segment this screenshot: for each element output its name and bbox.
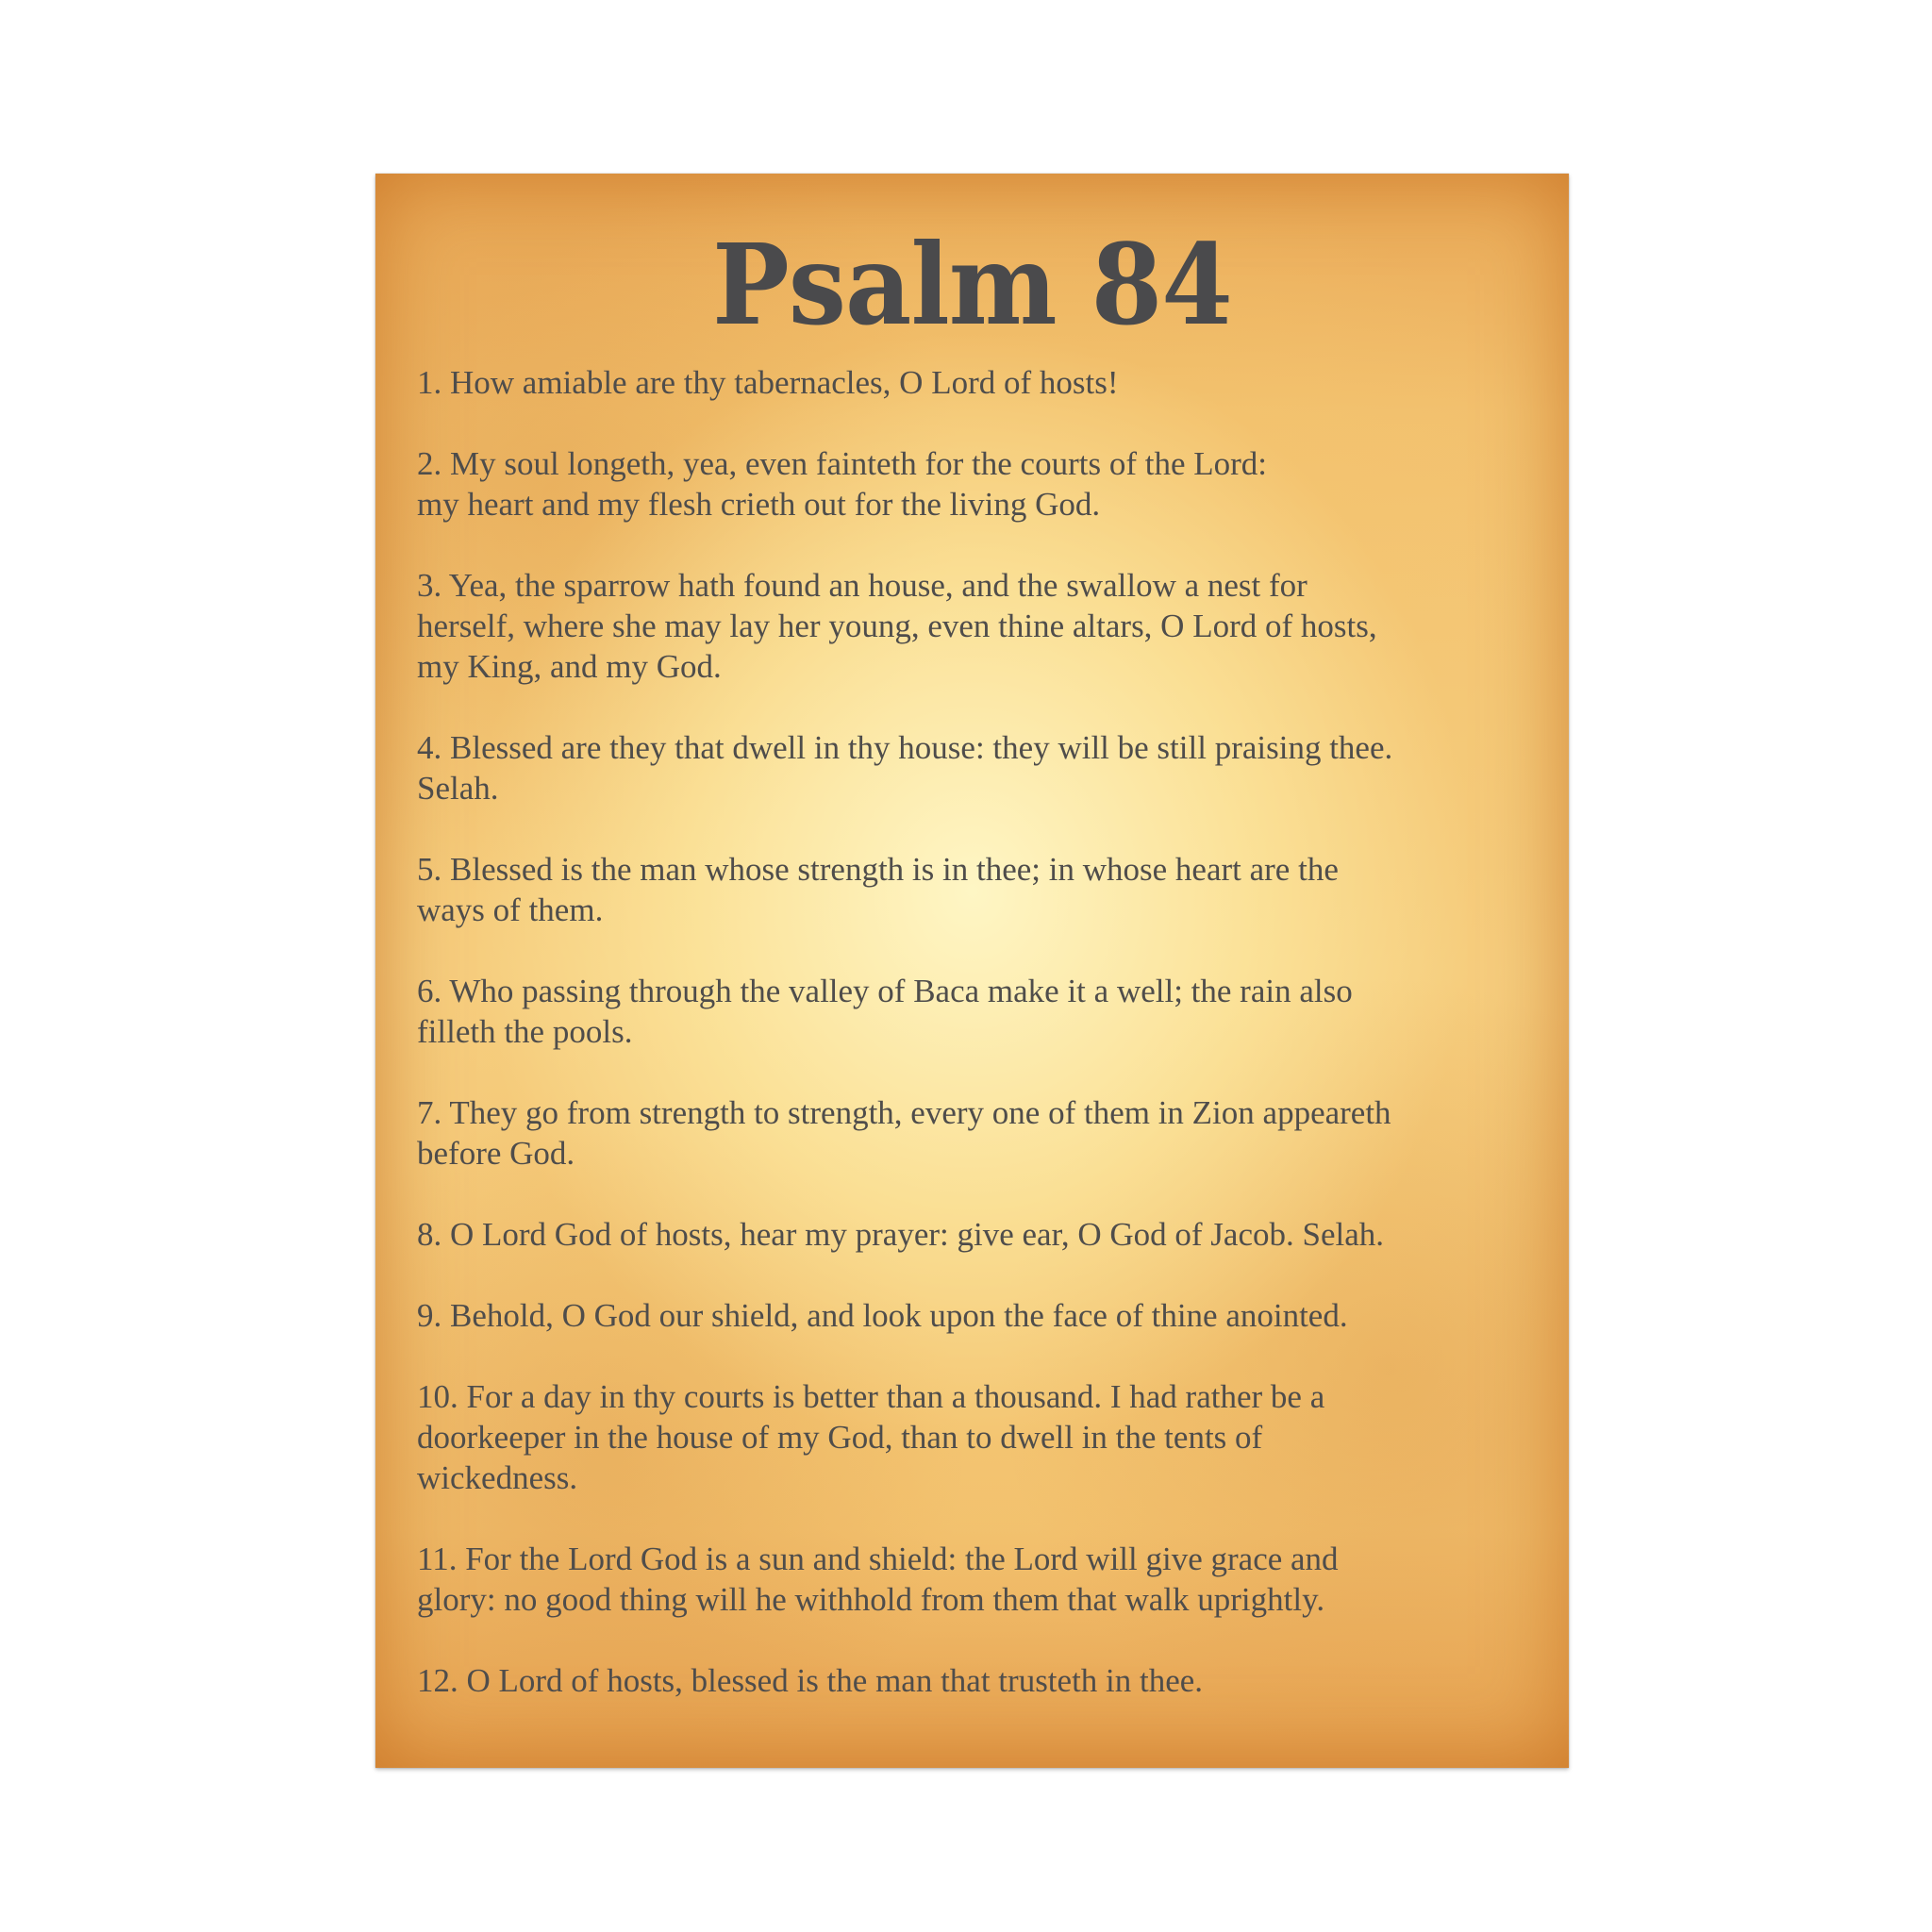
verse-9: 9. Behold, O God our shield, and look upon the face of thine anointed. xyxy=(417,1297,1348,1334)
verse-1: 1. How amiable are thy tabernacles, O Lord of hosts! xyxy=(417,364,1119,401)
verse-12: 12. O Lord of hosts, blessed is the man that trusteth in thee. xyxy=(417,1662,1204,1699)
verse-2: 2. My soul longeth, yea, even fainteth for the courts of the Lord: my heart and my flesh crieth out for the living God. xyxy=(417,445,1268,523)
verse-7: 7. They go from strength to strength, every one of them in Zion appeareth before God. xyxy=(417,1094,1391,1172)
verse-4: 4. Blessed are they that dwell in thy house: they will be still praising thee. Selah. xyxy=(417,729,1393,807)
verse-6: 6. Who passing through the valley of Baca make it a well; the rain also filleth the pools. xyxy=(417,973,1353,1050)
verse-10: 10. For a day in thy courts is better than a thousand. I had rather be a doorkeeper in the house of my God, than to dwell in the tents of wickedness. xyxy=(417,1378,1325,1496)
verse-3: 3. Yea, the sparrow hath found an house, and the swallow a nest for herself, where she may lay her young, even thine altars, O Lord of hosts, my King, and my God. xyxy=(417,567,1377,685)
verse-list xyxy=(417,362,1530,1741)
page-title: Psalm 84 xyxy=(712,219,1232,350)
canvas-print xyxy=(375,174,1569,1768)
verse-8: 8. O Lord God of hosts, hear my prayer: give ear, O God of Jacob. Selah. xyxy=(417,1216,1384,1253)
verse-5: 5. Blessed is the man whose strength is in thee; in whose heart are the ways of them. xyxy=(417,851,1339,928)
verse-11: 11. For the Lord God is a sun and shield: the Lord will give grace and glory: no good thing will he withhold from them that walk uprightly. xyxy=(417,1541,1339,1618)
